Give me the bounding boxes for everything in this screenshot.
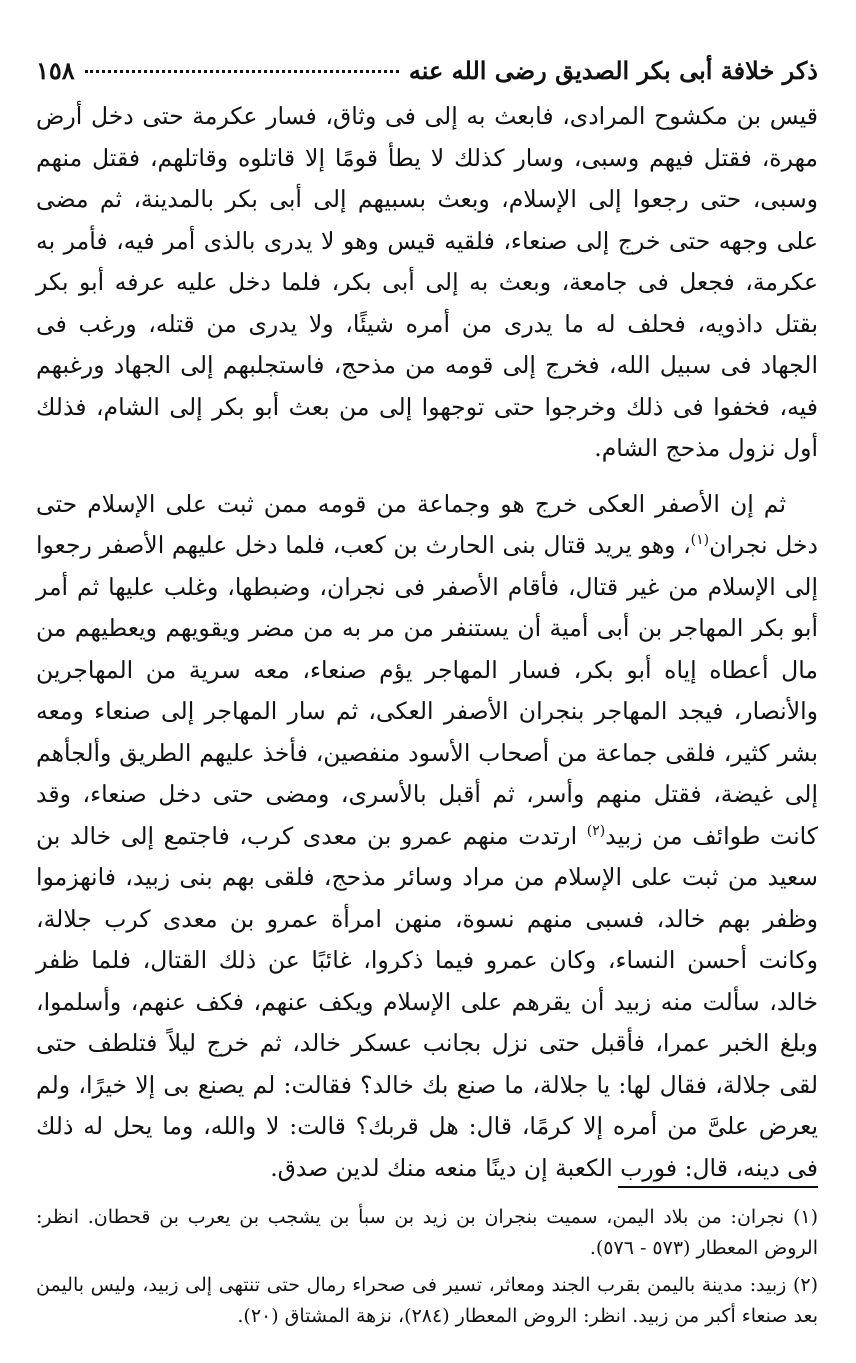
footnote-marker: (١) — [690, 532, 710, 549]
paragraph: قيس بن مكشوح المرادى، فابعث به إلى فى وثاق، فسار عكرمة حتى دخل أرض مهرة، فقتل فيهم وسبى، وسار كذلك لا يطأ قومًا إلا قاتلوه وقاتلهم، فقتل منهم وسبى، حتى رجعوا إلى الإسلام، وبعث بسبيهم إلى أبى بكر بالمدينة، ثم مضى على وجهه حتى خرج إلى صنعاء، فلقيه قيس وهو لا يدرى بالذى أمر فيه، فأمر به عكرمة، فجعل فى جامعة، وبعث به إلى أبى بكر، فلما دخل عليه عرفه أبو بكر بقتل داذويه، فحلف له ما يدرى من أمره شيئًا، ولا يدرى من قتله، ورغب فى الجهاد فى سبيل الله، فخرج إلى قومه من مذحج، فاستجلبهم إلى الجهاد ورغبهم فيه، فخفوا فى ذلك وخرجوا حتى توجهوا إلى من بعث أبو بكر إلى الشام، فذلك أول نزول مذحج الشام. — [36, 102, 818, 462]
main-text — [36, 96, 818, 1189]
page-header — [36, 56, 818, 92]
running-title: ذكر خلافة أبى بكر الصديق رضى الله عنه — [408, 56, 818, 85]
page-number: ١٥٨ — [36, 56, 75, 85]
footnote: (٢) زبيد: مدينة باليمن بقرب الجند ومعاثر، تسير فى صحراء رمال حتى تنتهى إلى زبيد، وليس باليمن بعد صنعاء أكبر من زبيد. انظر: الروض المعطار (٢٨٤)، نزهة المشتاق (٢٠). — [36, 1274, 818, 1327]
paragraph-text: ، وهو يريد قتال بنى الحارث بن كعب، فلما دخل عليهم الأصفر رجعوا إلى الإسلام من غير قتال، فأقام الأصفر فى نجران، وضبطها، وغلب عليها ثم أمر أبو بكر المهاجر بن أبى أمية أن يستنفر من مر به من مضر ويقويهم ويعطيهم من مال أعطاه إياه أبو بكر، فسار المهاجر يؤم صنعاء، معه سرية من المهاجرين والأنصار، فيجد المهاجر بنجران الأصفر العكى، ثم سار المهاجر إلى صنعاء ومعه بشر كثير، فلقى جماعة من أصحاب الأسود منفصين، فأخذ عليهم الطريق وألجأهم إلى غيضة، فقتل منهم وأسر، ثم أقبل بالأسرى، ومضى حتى دخل صنعاء، وقد كانت طوائف من زبيد — [36, 531, 818, 850]
paragraph-text: ثم إن الأصفر العكى خرج هو وجماعة من قومه ممن ثبت على الإسلام حتى دخل نجران — [36, 489, 818, 559]
footnote: (١) نجران: من بلاد اليمن، سميت بنجران بن زيد بن سبأ بن يشجب بن يعرب بن قحطان. انظر: الروض المعطار (٥٧٣ - ٥٧٦). — [36, 1206, 818, 1259]
paragraph — [36, 484, 818, 1190]
paragraph-text: ارتدت منهم عمرو بن معدى كرب، فاجتمع إلى خالد بن سعيد من ثبت على الإسلام من مراد وسائر مذحج، فلقى بهم بنى زبيد، فانهزموا وظفر بهم خالد، فسبى منهم نسوة، منهن امرأة عمرو بن معدى كرب جلالة، وكانت أحسن النساء، وكان عمرو فيما ذكروا، غائبًا عن ذلك القتال، فلما ظفر خالد، سألت منه زبيد أن يقرهم على الإسلام ويكف عنهم، فكف عنهم، وأسلموا، وبلغ الخبر عمرا، فأقبل حتى نزل بجانب عسكر خالد، ثم خرج ليلاً فتلطف حتى لقى جلالة، فقال لها: يا جلالة، ما صنع بك خالد؟ فقالت: لم يصنع بى إلا خيرًا، ولم يعرض علىَّ من أمره إلا كرمًا، قال: هل قربك؟ قالت: لا والله، وما يحل له ذلك فى دينه، قال: فورب الكعبة إن دينًا منعه منك لدين صدق. — [36, 821, 818, 1182]
footnotes — [36, 1202, 818, 1338]
header-dot-leader — [85, 70, 399, 73]
footnote-separator — [618, 1186, 818, 1188]
footnote-marker: (٢) — [586, 822, 606, 839]
